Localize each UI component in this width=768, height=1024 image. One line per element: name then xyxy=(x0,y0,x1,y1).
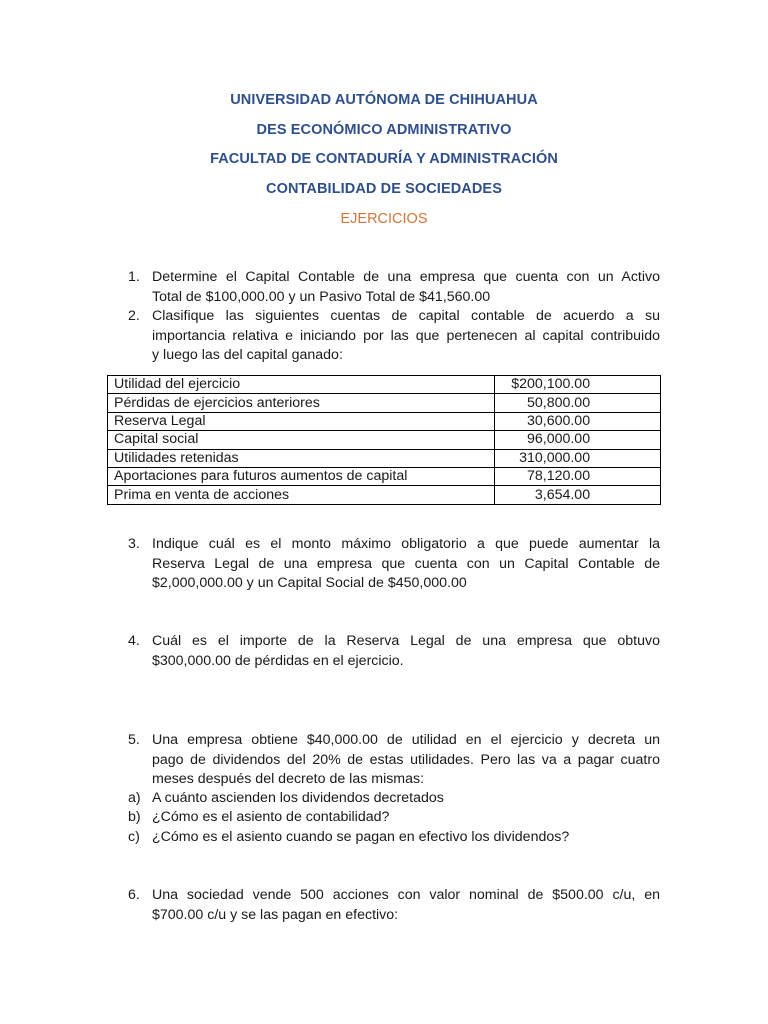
table-row xyxy=(108,412,661,430)
sub-item-text: ¿Cómo es el asiento de contabilidad? xyxy=(152,809,390,825)
sub-item-letter: c) xyxy=(128,829,140,845)
sub-item-letter: b) xyxy=(128,809,141,825)
account-amount-cell xyxy=(495,486,661,504)
account-amount: $200,100.00 xyxy=(511,376,591,393)
account-name: Capital social xyxy=(108,431,495,449)
item-line: $700.00 c/u y se las pagan en efectivo: xyxy=(152,906,399,923)
account-amount: 30,600.00 xyxy=(526,412,591,429)
account-amount-cell xyxy=(495,412,661,430)
item-line: Indique cuál es el monto máximo obligatorio a que puede aumentar la xyxy=(152,536,660,552)
item-number: 5. xyxy=(128,732,140,748)
account-amount-cell xyxy=(495,431,661,449)
item-number: 6. xyxy=(128,887,140,903)
sub-item-letter: a) xyxy=(128,790,141,806)
sub-item-c xyxy=(128,828,660,848)
item-text xyxy=(152,307,660,366)
account-amount: 96,000.00 xyxy=(526,431,591,448)
account-amount-cell xyxy=(495,467,661,485)
account-name: Prima en venta de acciones xyxy=(108,486,495,504)
account-amount: 3,654.00 xyxy=(534,486,591,503)
sub-item-text: ¿Cómo es el asiento cuando se pagan en efectivo los dividendos? xyxy=(152,829,570,845)
item-line: Cuál es el importe de la Reserva Legal de una empresa que obtuvo xyxy=(152,633,660,649)
account-amount: 50,800.00 xyxy=(526,394,591,411)
account-amount-cell xyxy=(495,394,661,412)
sub-item-text: A cuánto ascienden los dividendos decretados xyxy=(152,790,444,806)
item-number: 4. xyxy=(128,633,140,649)
account-name: Utilidades retenidas xyxy=(108,449,495,467)
account-amount: 78,120.00 xyxy=(526,468,591,485)
item-line: Una sociedad vende 500 acciones con valor nominal de $500.00 c/u, en xyxy=(152,887,660,903)
item-text xyxy=(152,731,660,790)
item-text xyxy=(152,268,660,307)
item-line: $2,000,000.00 y un Capital Social de $450,000.00 xyxy=(152,575,467,591)
des-title: DES ECONÓMICO ADMINISTRATIVO xyxy=(256,122,512,138)
account-name: Aportaciones para futuros aumentos de capital xyxy=(108,467,495,485)
section-title: EJERCICIOS xyxy=(340,211,428,227)
item-line: Total de $100,000.00 y un Pasivo Total de $41,560.00 xyxy=(152,288,491,305)
account-name: Reserva Legal xyxy=(108,412,495,430)
table-row xyxy=(108,394,661,412)
sub-item-b xyxy=(128,808,660,828)
account-name: Pérdidas de ejercicios anteriores xyxy=(108,394,495,412)
account-amount: 310,000.00 xyxy=(519,449,591,466)
table-row xyxy=(108,376,661,394)
sub-item-a xyxy=(128,789,660,809)
item-line: meses después del decreto de las mismas: xyxy=(152,771,425,787)
table-row xyxy=(108,449,661,467)
item-number: 1. xyxy=(128,269,140,285)
item-line: $300,000.00 de pérdidas en el ejercicio. xyxy=(152,652,404,669)
item-number: 2. xyxy=(128,308,140,324)
item-text xyxy=(152,535,660,594)
item-number: 3. xyxy=(128,536,140,552)
item-line: Reserva Legal de una empresa que cuenta con un Capital Contable de xyxy=(152,555,660,572)
item-line: y luego las del capital ganado: xyxy=(152,347,343,363)
account-amount-cell xyxy=(495,376,661,394)
account-amount-cell xyxy=(495,449,661,467)
item-line: pago de dividendos del 20% de estas utilidades. Pero las va a pagar cuatro xyxy=(152,751,660,768)
item-text xyxy=(152,632,660,671)
table-row xyxy=(108,486,661,504)
table-row xyxy=(108,467,661,485)
faculty-title: FACULTAD DE CONTADURÍA Y ADMINISTRACIÓN xyxy=(210,151,558,167)
course-title: CONTABILIDAD DE SOCIEDADES xyxy=(266,181,502,197)
item-line: Una empresa obtiene $40,000.00 de utilidad en el ejercicio y decreta un xyxy=(152,732,660,748)
university-title: UNIVERSIDAD AUTÓNOMA DE CHIHUAHUA xyxy=(230,92,538,108)
item-line: Determine el Capital Contable de una empresa que cuenta con un Activo xyxy=(152,269,660,285)
item-line: Clasifique las siguientes cuentas de capital contable de acuerdo a su xyxy=(152,308,660,324)
item-text xyxy=(152,886,660,925)
capital-accounts-table xyxy=(107,375,661,505)
item-line: importancia relativa e iniciando por las que pertenecen al capital contribuido xyxy=(152,327,660,344)
account-name: Utilidad del ejercicio xyxy=(108,376,495,394)
table-row xyxy=(108,431,661,449)
